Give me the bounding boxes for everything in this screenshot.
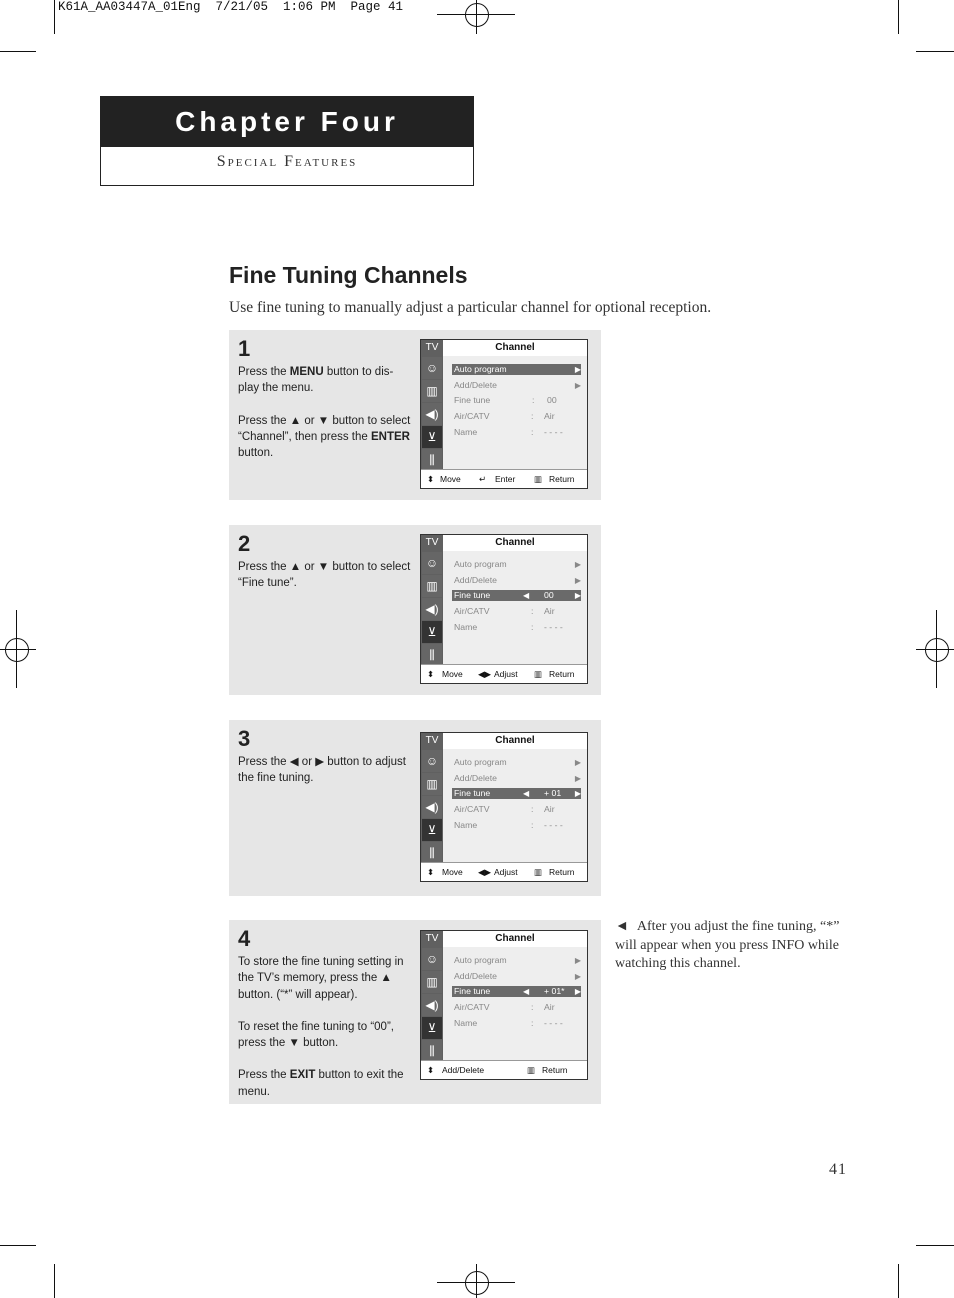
registration-mark (465, 1271, 489, 1295)
menu-item-air-catv: Air/CATV : Air (454, 411, 555, 421)
chevron-left-icon: ◀ (523, 987, 530, 996)
menu-item-auto-program: Auto program ▶ (454, 757, 581, 767)
step-number: 2 (238, 531, 251, 556)
osd-footer: ⬍ Move ↵ Enter ▥ Return (421, 469, 587, 488)
channel-antenna-icon: ⊻ (422, 819, 442, 841)
tv-label: TV (425, 342, 439, 353)
step-number: 4 (238, 926, 251, 951)
step-instructions: Press the ◀ or ▶ button to adjust the fine tuning. (238, 756, 406, 785)
intro-text: Use fine tuning to manually adjust a particular channel for optional reception. (229, 299, 712, 316)
menu-item-fine-tune: Fine tune ◀ + 01* ▶ (454, 986, 581, 996)
setup-icon: ⫼ (422, 644, 442, 666)
chapter-title: Chapter Four (101, 97, 473, 147)
move-icon: ⬍ (427, 1065, 435, 1075)
step-instructions: To store the fine tuning setting in the TV’s memory, press the ▲ button. (“*” will appear). To reset the fine tuning to “00”, press the ▼ button. Press the EXIT button to exit the menu. (238, 956, 404, 1098)
channel-menu-osd (420, 930, 588, 1080)
crop-mark (54, 1264, 55, 1298)
crop-mark (898, 0, 899, 34)
screen-icon: ▥ (422, 971, 442, 993)
adjust-icon: ◀▶ (478, 867, 492, 877)
note-text: After you adjust the fine tuning, “*” will appear when you press INFO while watching this channel. (615, 919, 840, 971)
menu-item-fine-tune: Fine tune : 00 (454, 395, 557, 405)
return-icon: ▥ (534, 867, 543, 877)
registration-mark (0, 649, 36, 650)
crop-mark (0, 51, 36, 52)
side-note (615, 918, 850, 974)
osd-sidebar (421, 931, 443, 1061)
menu-item-add-delete: Add/Delete ▶ (454, 773, 581, 783)
step-number: 3 (238, 726, 251, 751)
tv-label: TV (425, 537, 439, 548)
enter-icon: ↵ (479, 474, 487, 484)
chapter-subtitle: Special Features (216, 153, 358, 170)
registration-mark (476, 0, 477, 34)
registration-mark (16, 610, 17, 688)
osd-footer: ⬍ Move ◀▶ Adjust ▥ Return (421, 862, 587, 881)
menu-item-fine-tune: Fine tune ◀ 00 ▶ (454, 590, 581, 600)
menu-item-name: Name : - - - - (454, 820, 563, 830)
page-number: 41 (829, 1161, 847, 1178)
menu-item-name: Name : - - - - (454, 1018, 563, 1028)
tv-label: TV (425, 933, 439, 944)
sound-icon: ◀) (422, 598, 442, 620)
osd-title: Channel (443, 535, 587, 551)
registration-mark (476, 1264, 477, 1298)
chapter-box (100, 96, 474, 186)
osd-title: Channel (443, 931, 587, 947)
pointer-arrow-icon: ◄ (615, 919, 629, 934)
menu-item-auto-program: Auto program ▶ (454, 559, 581, 569)
step-number: 1 (238, 336, 251, 361)
picture-icon: ☺ (422, 357, 442, 379)
menu-item-add-delete: Add/Delete ▶ (454, 971, 581, 981)
menu-item-air-catv: Air/CATV : Air (454, 804, 555, 814)
channel-menu-osd (420, 534, 588, 684)
chevron-right-icon: ▶ (574, 774, 581, 783)
menu-item-add-delete: Add/Delete ▶ (454, 575, 581, 585)
osd-title: Channel (443, 733, 587, 749)
menu-item-name: Name : - - - - (454, 622, 563, 632)
step-panel-4 (229, 920, 601, 1104)
adjust-icon: ◀▶ (478, 669, 492, 679)
channel-antenna-icon: ⊻ (422, 621, 442, 643)
chevron-right-icon: ▶ (574, 591, 581, 600)
chevron-right-icon: ▶ (574, 381, 581, 390)
setup-icon: ⫼ (422, 449, 442, 471)
crop-mark (0, 1245, 36, 1246)
chevron-right-icon: ▶ (574, 972, 581, 981)
menu-item-add-delete: Add/Delete ▶ (454, 380, 581, 390)
return-icon: ▥ (527, 1065, 536, 1075)
osd-sidebar (421, 340, 443, 470)
sound-icon: ◀) (422, 994, 442, 1016)
chevron-right-icon: ▶ (574, 987, 581, 996)
chevron-right-icon: ▶ (574, 956, 581, 965)
channel-menu-osd (420, 732, 588, 882)
move-icon: ⬍ (427, 669, 435, 679)
picture-icon: ☺ (422, 948, 442, 970)
registration-mark (936, 610, 937, 688)
step-instructions: Press the MENU button to dis-play the menu. Press the ▲ or ▼ button to select “Channel”, then press the ENTER button. (238, 366, 411, 460)
osd-menu-list (443, 749, 587, 863)
menu-item-name: Name : - - - - (454, 427, 563, 437)
sound-icon: ◀) (422, 403, 442, 425)
print-header: K61A_AA03447A_01Eng 7/21/05 1:06 PM Page 41 (58, 0, 404, 14)
registration-mark (916, 649, 954, 650)
crop-mark (54, 0, 55, 34)
registration-mark (465, 3, 489, 27)
screen-icon: ▥ (422, 380, 442, 402)
osd-menu-list (443, 356, 587, 470)
osd-sidebar (421, 535, 443, 665)
chevron-right-icon: ▶ (574, 789, 581, 798)
setup-icon: ⫼ (422, 842, 442, 864)
menu-item-fine-tune: Fine tune ◀ + 01 ▶ (454, 788, 581, 798)
chevron-right-icon: ▶ (574, 758, 581, 767)
crop-mark (916, 51, 954, 52)
tv-label: TV (425, 735, 439, 746)
chevron-left-icon: ◀ (523, 591, 530, 600)
osd-menu-list (443, 947, 587, 1061)
osd-title: Channel (443, 340, 587, 356)
osd-footer: ⬍ Move ◀▶ Adjust ▥ Return (421, 664, 587, 683)
screen-icon: ▥ (422, 773, 442, 795)
channel-antenna-icon: ⊻ (422, 1017, 442, 1039)
menu-item-auto-program: Auto program ▶ (454, 364, 581, 374)
picture-icon: ☺ (422, 552, 442, 574)
move-icon: ⬍ (427, 474, 435, 484)
registration-mark (925, 638, 949, 662)
chevron-right-icon: ▶ (574, 576, 581, 585)
picture-icon: ☺ (422, 750, 442, 772)
step-panel-1 (229, 330, 601, 500)
osd-sidebar (421, 733, 443, 863)
chevron-right-icon: ▶ (574, 560, 581, 569)
menu-item-auto-program: Auto program ▶ (454, 955, 581, 965)
channel-antenna-icon: ⊻ (422, 426, 442, 448)
step-instructions: Press the ▲ or ▼ button to select “Fine tune”. (238, 561, 411, 590)
sound-icon: ◀) (422, 796, 442, 818)
screen-icon: ▥ (422, 575, 442, 597)
chevron-left-icon: ◀ (523, 789, 530, 798)
osd-footer: ⬍ Add/Delete ▥ Return (421, 1060, 587, 1079)
menu-item-air-catv: Air/CATV : Air (454, 606, 555, 616)
osd-menu-list (443, 551, 587, 665)
channel-menu-osd (420, 339, 588, 489)
step-panel-2 (229, 525, 601, 695)
setup-icon: ⫼ (422, 1040, 442, 1062)
return-icon: ▥ (534, 669, 543, 679)
section-title: Fine Tuning Channels (229, 262, 468, 288)
crop-mark (916, 1245, 954, 1246)
move-icon: ⬍ (427, 867, 435, 877)
crop-mark (898, 1264, 899, 1298)
registration-mark (5, 638, 29, 662)
return-icon: ▥ (534, 474, 543, 484)
chevron-right-icon: ▶ (574, 365, 581, 374)
step-panel-3 (229, 720, 601, 896)
menu-item-air-catv: Air/CATV : Air (454, 1002, 555, 1012)
